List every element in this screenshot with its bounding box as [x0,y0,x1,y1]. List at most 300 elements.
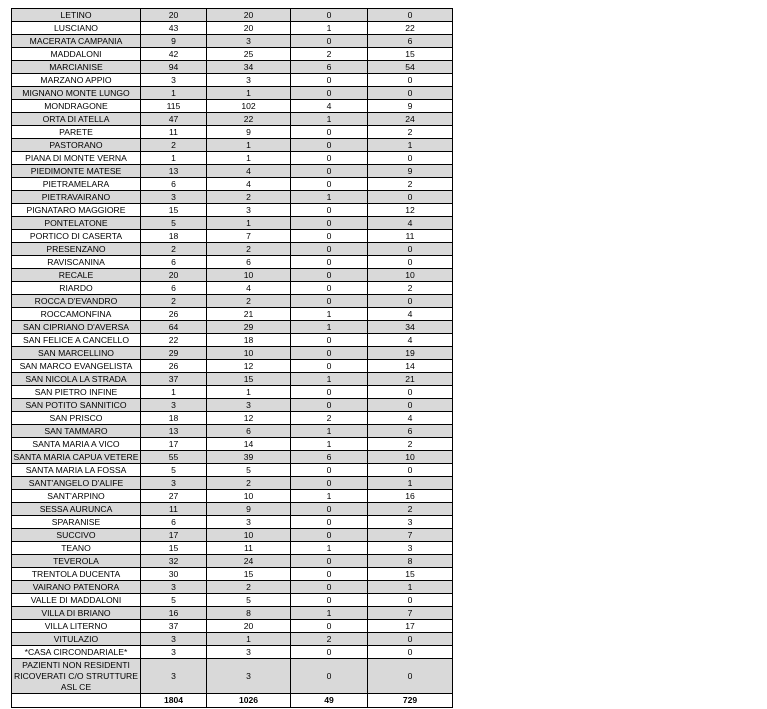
municipality-cell: SAN FELICE A CANCELLO [12,334,141,347]
table-row [12,529,453,542]
municipality-cell: VILLA DI BRIANO [12,607,141,620]
value-cell: 1 [291,425,368,438]
value-cell: 0 [368,399,453,412]
municipality-cell: MACERATA CAMPANIA [12,35,141,48]
value-cell: 4 [291,100,368,113]
value-cell: 47 [141,113,207,126]
value-cell: 0 [291,243,368,256]
value-cell: 17 [141,438,207,451]
data-table [11,8,453,708]
table-row [12,243,453,256]
table-row [12,438,453,451]
municipality-cell: MIGNANO MONTE LUNGO [12,87,141,100]
value-cell: 9 [368,165,453,178]
table-row [12,269,453,282]
value-cell: 0 [291,269,368,282]
value-cell: 2 [368,282,453,295]
value-cell: 0 [291,477,368,490]
value-cell: 12 [207,360,291,373]
municipality-cell: TEANO [12,542,141,555]
value-cell: 0 [291,165,368,178]
value-cell: 0 [291,529,368,542]
municipality-cell: RECALE [12,269,141,282]
value-cell: 14 [207,438,291,451]
municipality-cell: SANTA MARIA LA FOSSA [12,464,141,477]
value-cell: 2 [291,48,368,61]
municipality-cell: ORTA DI ATELLA [12,113,141,126]
value-cell: 7 [368,607,453,620]
value-cell: 0 [291,230,368,243]
value-cell: 6 [291,61,368,74]
value-cell: 3 [141,633,207,646]
table-row [12,126,453,139]
value-cell: 0 [291,516,368,529]
value-cell: 1 [141,386,207,399]
table-row [12,295,453,308]
value-cell: 0 [368,256,453,269]
value-cell: 32 [141,555,207,568]
value-cell: 2 [207,581,291,594]
value-cell: 1 [207,386,291,399]
table-row [12,386,453,399]
value-cell: 0 [368,9,453,22]
value-cell: 0 [291,334,368,347]
value-cell: 0 [368,646,453,659]
value-cell: 10 [207,529,291,542]
value-cell: 2 [291,633,368,646]
municipality-cell: RAVISCANINA [12,256,141,269]
value-cell: 2 [368,438,453,451]
municipality-cell: SAN CIPRIANO D'AVERSA [12,321,141,334]
value-cell: 3 [368,542,453,555]
table-row [12,178,453,191]
value-cell: 3 [141,646,207,659]
value-cell: 1 [291,373,368,386]
value-cell: 24 [368,113,453,126]
value-cell: 2 [291,412,368,425]
municipality-cell: SANTA MARIA A VICO [12,438,141,451]
value-cell: 0 [291,178,368,191]
total-cell: 49 [291,694,368,708]
municipality-cell: PORTICO DI CASERTA [12,230,141,243]
value-cell: 3 [141,477,207,490]
municipality-cell: ROCCAMONFINA [12,308,141,321]
table-row [12,360,453,373]
value-cell: 10 [207,269,291,282]
value-cell: 15 [141,204,207,217]
value-cell: 10 [207,490,291,503]
table-body [12,9,453,708]
table-row [12,35,453,48]
table-row [12,100,453,113]
value-cell: 17 [141,529,207,542]
value-cell: 2 [207,295,291,308]
value-cell: 11 [368,230,453,243]
value-cell: 9 [207,503,291,516]
value-cell: 0 [368,633,453,646]
value-cell: 7 [207,230,291,243]
value-cell: 20 [141,269,207,282]
value-cell: 24 [207,555,291,568]
value-cell: 5 [207,594,291,607]
value-cell: 4 [207,178,291,191]
value-cell: 0 [368,243,453,256]
value-cell: 1 [291,191,368,204]
value-cell: 0 [291,139,368,152]
value-cell: 29 [141,347,207,360]
value-cell: 55 [141,451,207,464]
municipality-cell: PIANA DI MONTE VERNA [12,152,141,165]
value-cell: 18 [207,334,291,347]
value-cell: 102 [207,100,291,113]
value-cell: 14 [368,360,453,373]
value-cell: 4 [368,308,453,321]
value-cell: 34 [207,61,291,74]
value-cell: 0 [291,581,368,594]
municipality-cell: LETINO [12,9,141,22]
table-row [12,568,453,581]
value-cell: 2 [141,295,207,308]
table-row [12,581,453,594]
municipality-cell: SESSA AURUNCA [12,503,141,516]
value-cell: 22 [207,113,291,126]
table-row [12,412,453,425]
value-cell: 13 [141,165,207,178]
municipality-cell: TEVEROLA [12,555,141,568]
table-row [12,230,453,243]
value-cell: 3 [207,74,291,87]
total-row [12,694,453,708]
value-cell: 0 [368,464,453,477]
value-cell: 0 [368,74,453,87]
value-cell: 18 [141,230,207,243]
total-cell: 1804 [141,694,207,708]
value-cell: 0 [368,152,453,165]
value-cell: 64 [141,321,207,334]
value-cell: 0 [291,360,368,373]
table-row [12,542,453,555]
municipality-cell: SAN POTITO SANNITICO [12,399,141,412]
value-cell: 22 [368,22,453,35]
value-cell: 16 [368,490,453,503]
total-cell: 729 [368,694,453,708]
municipality-cell: SAN PRISCO [12,412,141,425]
value-cell: 2 [207,243,291,256]
value-cell: 15 [368,48,453,61]
value-cell: 11 [141,126,207,139]
value-cell: 0 [291,659,368,694]
value-cell: 6 [141,178,207,191]
table-row [12,217,453,230]
value-cell: 0 [291,464,368,477]
value-cell: 0 [291,87,368,100]
value-cell: 0 [291,9,368,22]
table-row [12,633,453,646]
municipality-cell: PIETRAVAIRANO [12,191,141,204]
table-row [12,113,453,126]
municipality-cell: RIARDO [12,282,141,295]
table-row [12,477,453,490]
value-cell: 7 [368,529,453,542]
value-cell: 15 [368,568,453,581]
table-row [12,204,453,217]
table-row [12,282,453,295]
value-cell: 1 [368,139,453,152]
value-cell: 0 [291,347,368,360]
value-cell: 0 [368,191,453,204]
value-cell: 6 [141,256,207,269]
value-cell: 22 [141,334,207,347]
value-cell: 6 [207,256,291,269]
value-cell: 5 [141,464,207,477]
value-cell: 20 [207,620,291,633]
value-cell: 1 [368,581,453,594]
value-cell: 0 [291,295,368,308]
value-cell: 30 [141,568,207,581]
value-cell: 37 [141,373,207,386]
value-cell: 0 [368,659,453,694]
value-cell: 26 [141,308,207,321]
value-cell: 25 [207,48,291,61]
value-cell: 1 [207,139,291,152]
value-cell: 115 [141,100,207,113]
value-cell: 4 [207,282,291,295]
value-cell: 0 [291,568,368,581]
total-cell: 1026 [207,694,291,708]
value-cell: 0 [368,87,453,100]
value-cell: 2 [141,139,207,152]
value-cell: 11 [207,542,291,555]
value-cell: 1 [368,477,453,490]
value-cell: 1 [291,542,368,555]
value-cell: 26 [141,360,207,373]
table-row [12,48,453,61]
value-cell: 34 [368,321,453,334]
value-cell: 8 [368,555,453,568]
value-cell: 1 [291,113,368,126]
value-cell: 6 [368,35,453,48]
value-cell: 1 [207,217,291,230]
value-cell: 15 [207,568,291,581]
value-cell: 9 [207,126,291,139]
value-cell: 27 [141,490,207,503]
value-cell: 3 [141,581,207,594]
municipality-cell: PIGNATARO MAGGIORE [12,204,141,217]
table-row [12,347,453,360]
municipality-cell: VAIRANO PATENORA [12,581,141,594]
value-cell: 94 [141,61,207,74]
value-cell: 6 [291,451,368,464]
value-cell: 1 [207,87,291,100]
value-cell: 0 [291,555,368,568]
value-cell: 3 [141,74,207,87]
value-cell: 17 [368,620,453,633]
value-cell: 37 [141,620,207,633]
municipality-cell: PIETRAMELARA [12,178,141,191]
value-cell: 0 [368,594,453,607]
value-cell: 0 [291,594,368,607]
table-row [12,451,453,464]
municipality-cell: PASTORANO [12,139,141,152]
value-cell: 15 [207,373,291,386]
value-cell: 6 [368,425,453,438]
value-cell: 0 [291,620,368,633]
value-cell: 0 [368,295,453,308]
municipality-cell: LUSCIANO [12,22,141,35]
value-cell: 1 [207,152,291,165]
value-cell: 1 [207,633,291,646]
value-cell: 1 [291,22,368,35]
table-row [12,9,453,22]
table-row [12,425,453,438]
table-row [12,516,453,529]
total-cell [12,694,141,708]
municipality-cell: MONDRAGONE [12,100,141,113]
value-cell: 3 [207,204,291,217]
table-row [12,490,453,503]
value-cell: 0 [291,217,368,230]
value-cell: 0 [368,386,453,399]
municipality-cell: SAN TAMMARO [12,425,141,438]
table-row [12,191,453,204]
table-row [12,256,453,269]
value-cell: 9 [141,35,207,48]
value-cell: 6 [141,516,207,529]
value-cell: 21 [368,373,453,386]
value-cell: 3 [207,659,291,694]
value-cell: 0 [291,386,368,399]
value-cell: 8 [207,607,291,620]
value-cell: 3 [207,516,291,529]
value-cell: 4 [368,217,453,230]
table-row [12,503,453,516]
table-row [12,308,453,321]
value-cell: 21 [207,308,291,321]
value-cell: 2 [368,178,453,191]
value-cell: 4 [368,412,453,425]
municipality-cell: PAZIENTI NON RESIDENTI RICOVERATI C/O STRUTTURE ASL CE [12,659,141,694]
table-row [12,61,453,74]
table-row [12,165,453,178]
value-cell: 1 [291,607,368,620]
value-cell: 5 [141,594,207,607]
value-cell: 1 [141,87,207,100]
value-cell: 11 [141,503,207,516]
value-cell: 0 [291,74,368,87]
municipality-cell: TRENTOLA DUCENTA [12,568,141,581]
value-cell: 1 [291,490,368,503]
value-cell: 29 [207,321,291,334]
municipality-cell: SAN NICOLA LA STRADA [12,373,141,386]
municipality-cell: MARZANO APPIO [12,74,141,87]
value-cell: 10 [207,347,291,360]
value-cell: 2 [141,243,207,256]
municipality-cell: VITULAZIO [12,633,141,646]
table-row [12,464,453,477]
table-row [12,373,453,386]
municipality-cell: SANT'ANGELO D'ALIFE [12,477,141,490]
table-row [12,594,453,607]
municipality-cell: *CASA CIRCONDARIALE* [12,646,141,659]
value-cell: 3 [207,646,291,659]
value-cell: 1 [141,152,207,165]
value-cell: 3 [141,191,207,204]
value-cell: 20 [141,9,207,22]
value-cell: 6 [207,425,291,438]
table-row [12,555,453,568]
value-cell: 13 [141,425,207,438]
value-cell: 0 [291,282,368,295]
municipality-cell: MARCIANISE [12,61,141,74]
value-cell: 4 [207,165,291,178]
value-cell: 3 [368,516,453,529]
value-cell: 0 [291,503,368,516]
municipality-cell: ROCCA D'EVANDRO [12,295,141,308]
table-row [12,321,453,334]
municipality-cell: SAN MARCELLINO [12,347,141,360]
table-row [12,22,453,35]
table-row [12,399,453,412]
value-cell: 3 [141,659,207,694]
value-cell: 1 [291,321,368,334]
value-cell: 4 [368,334,453,347]
table-row [12,152,453,165]
value-cell: 18 [141,412,207,425]
value-cell: 0 [291,126,368,139]
table-row [12,659,453,694]
value-cell: 16 [141,607,207,620]
value-cell: 0 [291,646,368,659]
municipality-cell: SANTA MARIA CAPUA VETERE [12,451,141,464]
table-row [12,87,453,100]
municipality-cell: SANT'ARPINO [12,490,141,503]
value-cell: 20 [207,22,291,35]
value-cell: 0 [291,152,368,165]
value-cell: 19 [368,347,453,360]
table-row [12,139,453,152]
value-cell: 54 [368,61,453,74]
value-cell: 2 [368,503,453,516]
municipality-cell: SAN PIETRO INFINE [12,386,141,399]
value-cell: 39 [207,451,291,464]
municipality-cell: SPARANISE [12,516,141,529]
value-cell: 15 [141,542,207,555]
value-cell: 5 [141,217,207,230]
value-cell: 12 [207,412,291,425]
value-cell: 3 [141,399,207,412]
value-cell: 10 [368,269,453,282]
municipality-cell: PIEDIMONTE MATESE [12,165,141,178]
value-cell: 3 [207,35,291,48]
value-cell: 9 [368,100,453,113]
value-cell: 10 [368,451,453,464]
value-cell: 12 [368,204,453,217]
municipality-cell: SUCCIVO [12,529,141,542]
table-row [12,620,453,633]
value-cell: 1 [291,438,368,451]
value-cell: 2 [207,191,291,204]
value-cell: 0 [291,35,368,48]
table-row [12,607,453,620]
value-cell: 2 [368,126,453,139]
value-cell: 3 [207,399,291,412]
municipality-cell: VALLE DI MADDALONI [12,594,141,607]
value-cell: 1 [291,308,368,321]
value-cell: 42 [141,48,207,61]
value-cell: 0 [291,204,368,217]
table-row [12,646,453,659]
municipality-cell: VILLA LITERNO [12,620,141,633]
